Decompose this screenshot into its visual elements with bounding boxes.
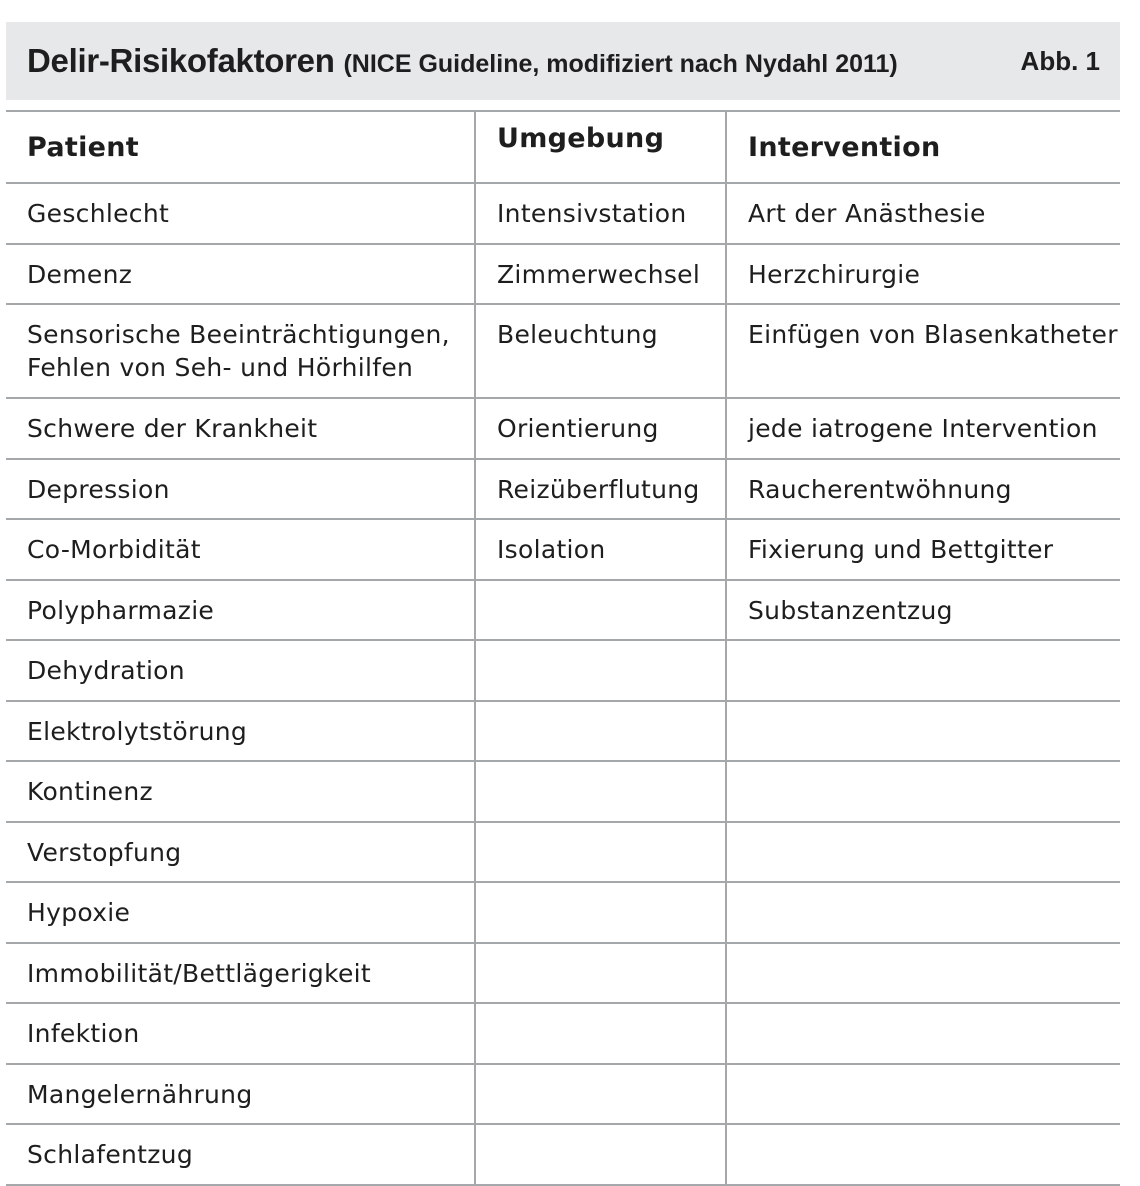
patient-cell: Co-Morbidität xyxy=(27,535,201,564)
intervention-cell xyxy=(725,1004,1120,1063)
title-banner xyxy=(6,22,1120,100)
table-row xyxy=(6,520,1120,581)
patient-cell: Infektion xyxy=(27,1019,140,1048)
patient-cell: Demenz xyxy=(27,259,133,289)
title-main: Delir-Risikofaktoren xyxy=(27,42,335,79)
figure-label: Abb. 1 xyxy=(1020,46,1100,76)
table-header-row xyxy=(6,112,1120,184)
page-title xyxy=(27,42,898,80)
umgebung-cell xyxy=(474,823,725,882)
table-row xyxy=(6,305,1120,399)
intervention-cell xyxy=(725,702,1120,761)
patient-cell: Sensorische Beeinträchtigungen, Fehlen von Seh- und Hörhilfen xyxy=(27,320,450,382)
umgebung-cell xyxy=(474,641,725,700)
umgebung-cell xyxy=(474,1004,725,1063)
intervention-cell xyxy=(725,1125,1120,1184)
patient-cell: Geschlecht xyxy=(27,199,170,228)
table-row xyxy=(6,702,1120,763)
patient-cell: Schlafentzug xyxy=(27,1140,193,1169)
umgebung-cell xyxy=(474,581,725,640)
umgebung-cell: Beleuchtung xyxy=(474,305,725,397)
patient-cell: Dehydration xyxy=(27,656,185,685)
umgebung-cell xyxy=(474,883,725,942)
column-header-patient: Patient xyxy=(27,132,139,163)
patient-cell: Kontinenz xyxy=(27,777,153,806)
intervention-cell: Einfügen von Blasenkatheter xyxy=(725,305,1120,397)
column-header-intervention: Intervention xyxy=(725,112,1120,182)
intervention-cell xyxy=(725,823,1120,882)
column-header-umgebung: Umgebung xyxy=(474,112,725,182)
table-row xyxy=(6,1065,1120,1126)
umgebung-cell: Orientierung xyxy=(474,399,725,458)
patient-cell: Elektrolytstörung xyxy=(27,716,248,746)
intervention-cell: Herzchirurgie xyxy=(725,245,1120,304)
umgebung-cell: Isolation xyxy=(474,520,725,579)
umgebung-cell xyxy=(474,702,725,761)
umgebung-cell xyxy=(474,1065,725,1124)
table-row xyxy=(6,762,1120,823)
intervention-cell xyxy=(725,641,1120,700)
intervention-cell: jede iatrogene Intervention xyxy=(725,399,1120,458)
table-row xyxy=(6,184,1120,245)
intervention-cell xyxy=(725,944,1120,1003)
table-row xyxy=(6,1004,1120,1065)
patient-cell: Polypharmazie xyxy=(27,595,215,625)
table-row xyxy=(6,641,1120,702)
table-row xyxy=(6,460,1120,521)
table-row xyxy=(6,944,1120,1005)
intervention-cell xyxy=(725,883,1120,942)
table-row xyxy=(6,823,1120,884)
intervention-cell: Fixierung und Bettgitter xyxy=(725,520,1120,579)
table-row xyxy=(6,1125,1120,1186)
patient-cell: Verstopfung xyxy=(27,837,182,867)
risk-factor-table xyxy=(6,110,1120,1186)
intervention-cell xyxy=(725,1065,1120,1124)
intervention-cell: Art der Anästhesie xyxy=(725,184,1120,243)
umgebung-cell: Zimmerwechsel xyxy=(474,245,725,304)
intervention-cell xyxy=(725,762,1120,821)
intervention-cell: Substanzentzug xyxy=(725,581,1120,640)
patient-cell: Depression xyxy=(27,474,170,504)
table-row xyxy=(6,581,1120,642)
umgebung-cell xyxy=(474,762,725,821)
title-subtitle: (NICE Guideline, modifiziert nach Nydahl 2011) xyxy=(343,50,898,78)
patient-cell: Mangelernährung xyxy=(27,1079,253,1109)
table-row xyxy=(6,245,1120,306)
umgebung-cell: Intensivstation xyxy=(474,184,725,243)
intervention-cell: Raucherentwöhnung xyxy=(725,460,1120,519)
patient-cell: Schwere der Krankheit xyxy=(27,414,318,443)
table-row xyxy=(6,883,1120,944)
umgebung-cell: Reizüberflutung xyxy=(474,460,725,519)
patient-cell: Hypoxie xyxy=(27,898,131,927)
table-row xyxy=(6,399,1120,460)
patient-cell: Immobilität/Bettlägerigkeit xyxy=(27,958,371,988)
table-body xyxy=(6,184,1120,1186)
umgebung-cell xyxy=(474,1125,725,1184)
umgebung-cell xyxy=(474,944,725,1003)
